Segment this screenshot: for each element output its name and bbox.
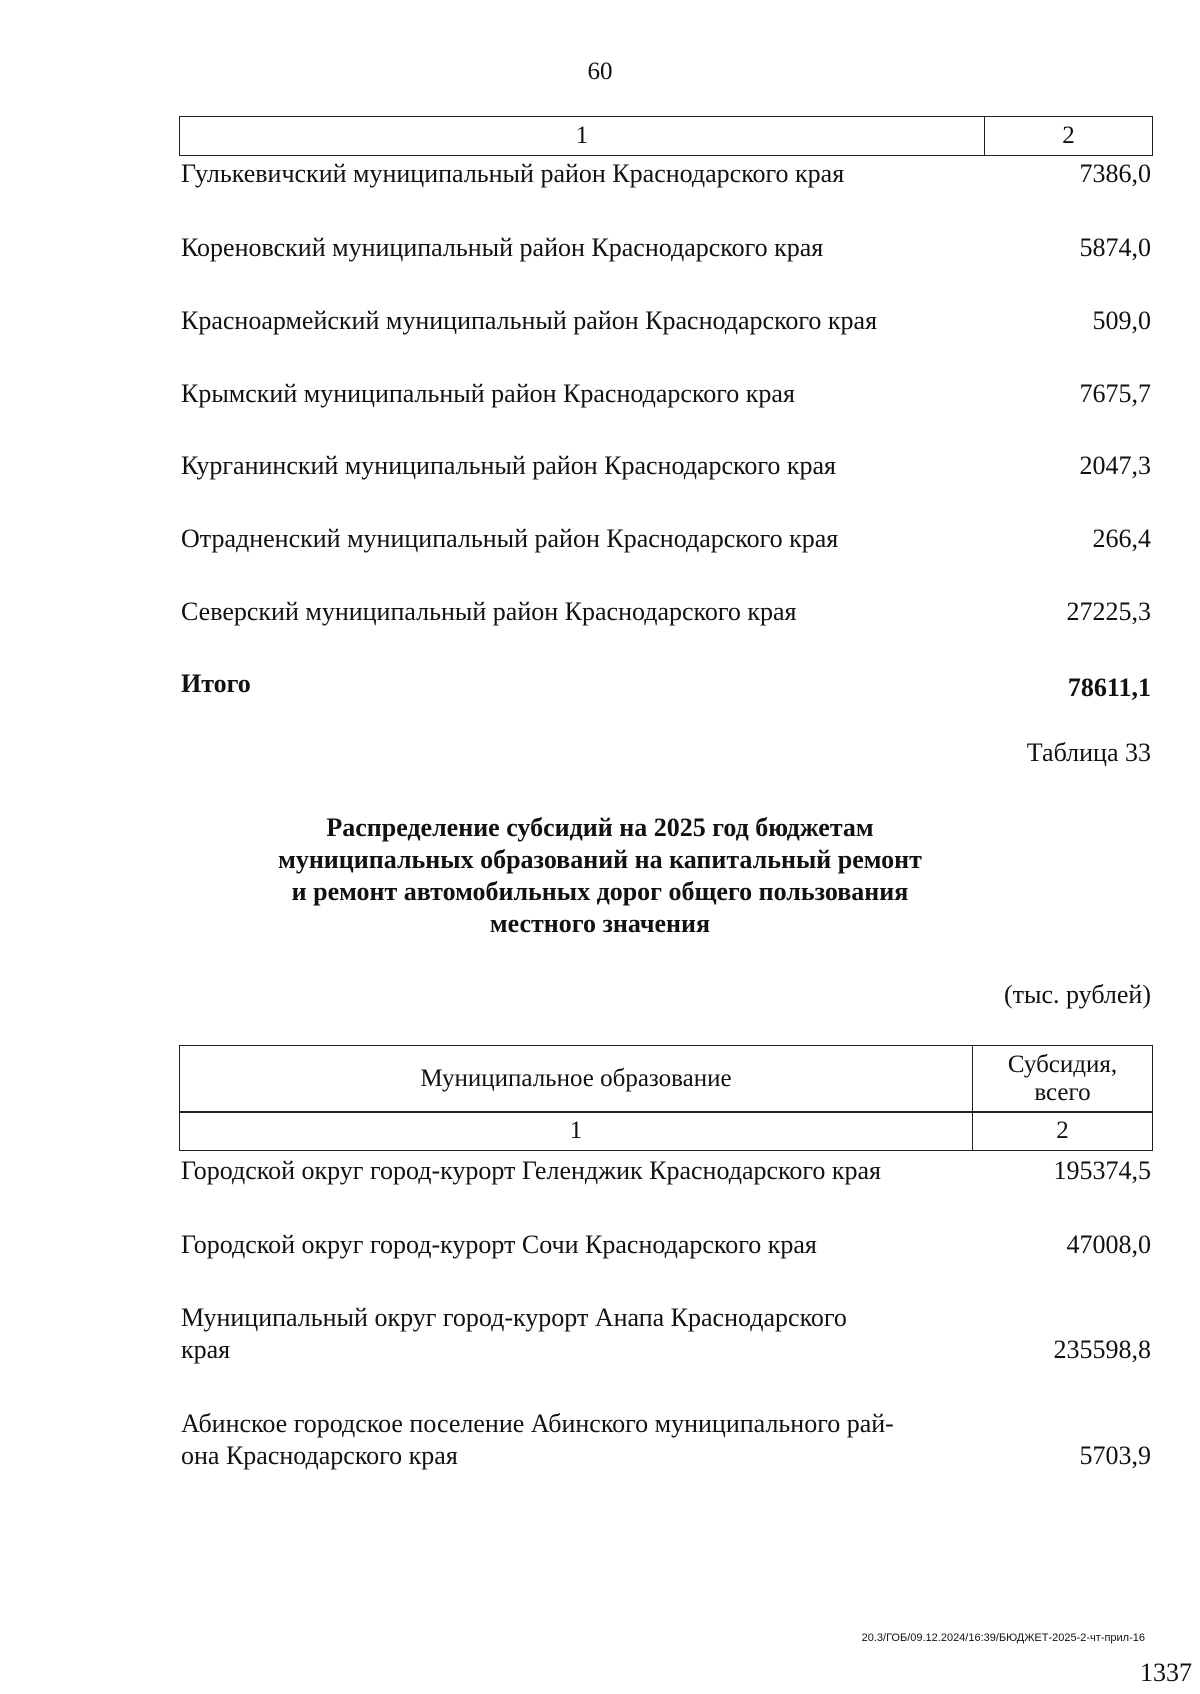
row-name: Северский муниципальный район Краснодарского края — [181, 597, 797, 626]
table1-col2-number: 2 — [1062, 122, 1075, 149]
row-name: Красноармейский муниципальный район Краснодарского края — [181, 306, 878, 335]
row-value: 7386,0 — [1079, 159, 1151, 188]
table-row — [181, 1408, 1151, 1472]
table-row — [181, 158, 1151, 190]
row-name: Гулькевичский муниципальный район Краснодарского края — [181, 159, 845, 188]
total-value: 78611,1 — [1067, 673, 1151, 702]
row-name: Кореновский муниципальный район Краснодарского края — [181, 233, 824, 262]
row-name: Отрадненский муниципальный район Краснодарского края — [181, 524, 839, 553]
title-line: и ремонт автомобильных дорог общего пользования — [291, 877, 909, 906]
row-value: 27225,3 — [1066, 597, 1151, 626]
row-value: 2047,3 — [1079, 451, 1151, 480]
table2-header — [179, 1045, 1153, 1113]
table-row — [181, 450, 1151, 482]
table-row — [181, 232, 1151, 264]
title-line: местного значения — [489, 909, 711, 938]
row-name-line: края — [181, 1335, 231, 1364]
row-name — [181, 1229, 971, 1261]
row-name: Крымский муниципальный район Краснодарского края — [181, 379, 795, 408]
row-name-line: она Краснодарского края — [181, 1441, 458, 1470]
table-row — [181, 305, 1151, 337]
row-value: 195374,5 — [1053, 1156, 1151, 1185]
table-title — [200, 812, 1000, 940]
footer-code: 20.3/ГОБ/09.12.2024/16:39/БЮДЖЕТ-2025-2-чт-прил-16 — [861, 1632, 1145, 1644]
table-row — [181, 1302, 1151, 1366]
row-value: 47008,0 — [1066, 1230, 1151, 1259]
row-name: Курганинский муниципальный район Краснодарского края — [181, 451, 836, 480]
table2-column-numbers — [179, 1111, 1153, 1151]
table-caption: Таблица 33 — [1026, 738, 1151, 767]
row-name-line: Городской округ город-курорт Сочи Краснодарского края — [181, 1230, 817, 1259]
table-row — [181, 596, 1151, 628]
table1-column-numbers — [179, 116, 1153, 156]
table-row — [181, 1229, 1151, 1261]
row-name — [181, 1408, 971, 1472]
row-name — [181, 1155, 971, 1187]
footer-page-number: 1337 — [1140, 1658, 1192, 1687]
page-number: 60 — [587, 58, 613, 85]
row-value: 5703,9 — [1079, 1441, 1151, 1470]
row-name-line: Муниципальный округ город-курорт Анапа Краснодарского — [181, 1303, 847, 1332]
row-value: 235598,8 — [1053, 1335, 1151, 1364]
col-header-subsidy-line1: Субсидия, — [1007, 1051, 1118, 1078]
row-value: 509,0 — [1092, 306, 1151, 335]
total-row — [181, 668, 1151, 704]
row-name-line: Абинское городское поселение Абинского муниципального рай- — [181, 1409, 894, 1438]
col-header-subsidy — [973, 1046, 1152, 1112]
title-line: муниципальных образований на капитальный ремонт — [278, 845, 922, 874]
table-row — [181, 523, 1151, 555]
row-name-line: Городской округ город-курорт Геленджик Краснодарского края — [181, 1156, 881, 1185]
col-header-municipality: Муниципальное образование — [180, 1046, 973, 1112]
title-line: Распределение субсидий на 2025 год бюджетам — [326, 813, 874, 842]
row-value: 7675,7 — [1079, 379, 1151, 408]
row-value: 266,4 — [1092, 524, 1151, 553]
table-row — [181, 1155, 1151, 1187]
units-label: (тыс. рублей) — [1003, 980, 1151, 1009]
table-row — [181, 378, 1151, 410]
table2-col1-number: 1 — [180, 1112, 973, 1150]
total-label: Итого — [181, 669, 251, 698]
row-value: 5874,0 — [1079, 233, 1151, 262]
row-name — [181, 1302, 971, 1366]
table2-col2-number: 2 — [1056, 1117, 1069, 1144]
table1-col1-number: 1 — [180, 117, 985, 155]
col-header-subsidy-line2: всего — [1034, 1079, 1091, 1106]
